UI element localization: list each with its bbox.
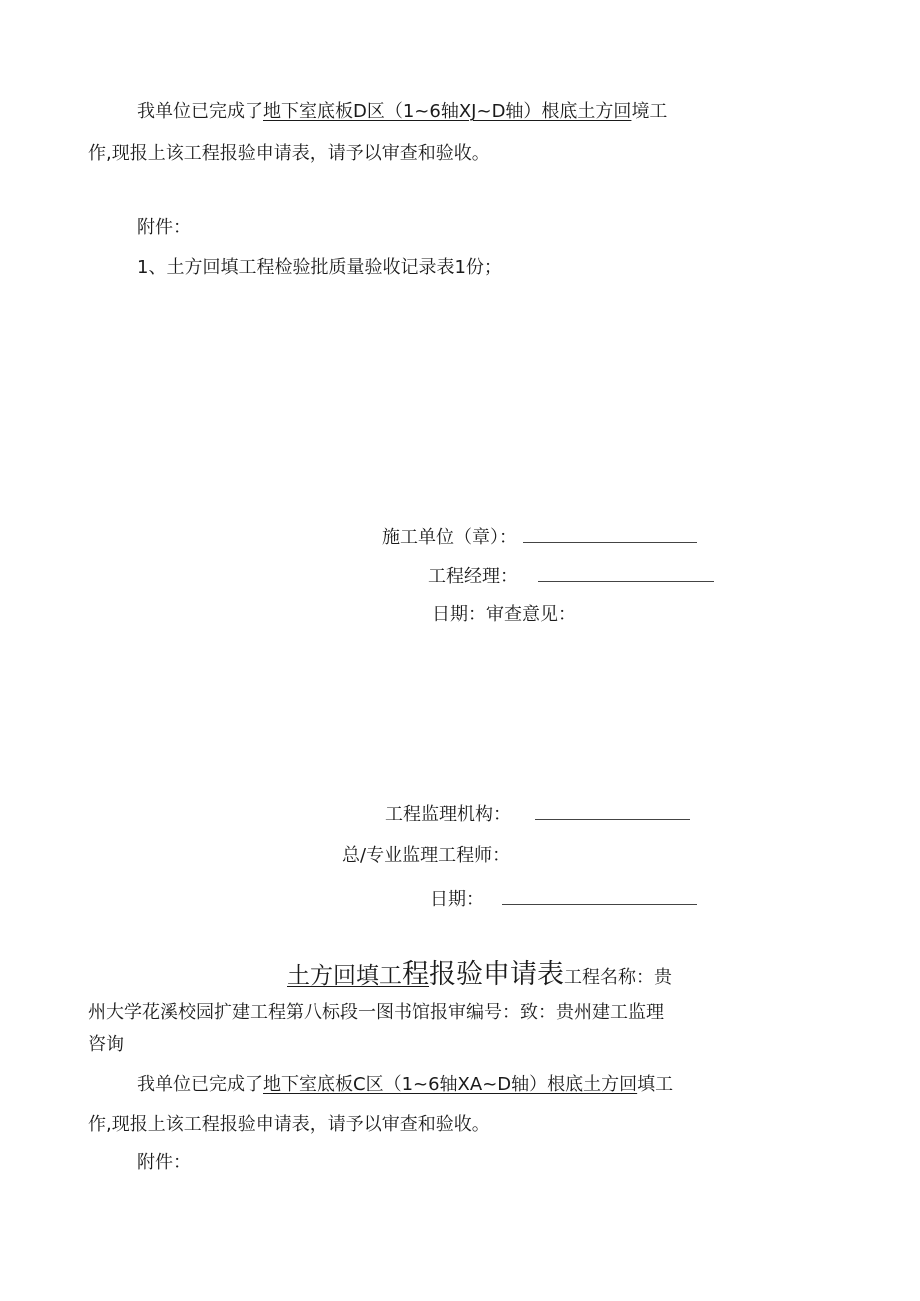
attachment-label: 附件： xyxy=(137,217,191,238)
manager-signature-row xyxy=(428,563,714,590)
paragraph-completion-2-line1 xyxy=(137,1072,673,1098)
contractor-label: 施工单位（章）： xyxy=(382,527,517,548)
paragraph-completion-2-line2: 作,现报上该工程报验申请表，请予以审查和验收。 xyxy=(88,1114,490,1135)
supervision-date-line xyxy=(502,886,697,905)
completion-suffix-2: 填工 xyxy=(637,1074,674,1095)
contractor-signature-row xyxy=(382,524,697,551)
completion-text-2: 我单位已完成了 xyxy=(137,1074,263,1095)
form-title-part1: 土方回填工 xyxy=(287,963,402,989)
supervision-org-label: 工程监理机构： xyxy=(385,804,511,825)
work-scope-underlined-2: 地下室底板C区（1~6轴XA~D轴）根底土方回 xyxy=(263,1074,638,1095)
project-info-line: 州大学花溪校园扩建工程第八标段一图书馆报审编号：致：贵州建工监理 xyxy=(88,1002,664,1023)
supervision-org-line xyxy=(535,801,690,820)
date-review-row: 日期：审查意见： xyxy=(432,604,576,625)
project-name-label: 工程名称：贵 xyxy=(564,967,672,988)
completion-suffix: 境工 xyxy=(631,101,668,122)
attachment-item: 1、土方回填工程检验批质量验收记录表1份； xyxy=(137,257,502,278)
manager-signature-line xyxy=(538,563,714,582)
paragraph-completion-line1 xyxy=(137,99,667,125)
chief-engineer-row: 总/专业监理工程师： xyxy=(342,845,511,866)
form-title-part2: 程 xyxy=(402,959,429,990)
contractor-signature-line xyxy=(523,524,697,543)
work-scope-underlined: 地下室底板D区（1~6轴XJ~D轴）根底土方回 xyxy=(263,101,632,122)
form-title-row xyxy=(287,957,672,996)
supervision-date-row xyxy=(430,886,697,913)
completion-text: 我单位已完成了 xyxy=(137,101,263,122)
paragraph-completion-line2: 作,现报上该工程报验申请表，请予以审查和验收。 xyxy=(88,143,490,164)
supervision-org-row xyxy=(385,801,690,828)
manager-label: 工程经理： xyxy=(428,566,518,587)
attachment-label-2: 附件： xyxy=(137,1152,191,1173)
form-title-part3: 报验申请表 xyxy=(429,959,564,990)
supervision-date-label: 日期： xyxy=(430,889,484,910)
project-info-line2: 咨询 xyxy=(88,1034,124,1055)
